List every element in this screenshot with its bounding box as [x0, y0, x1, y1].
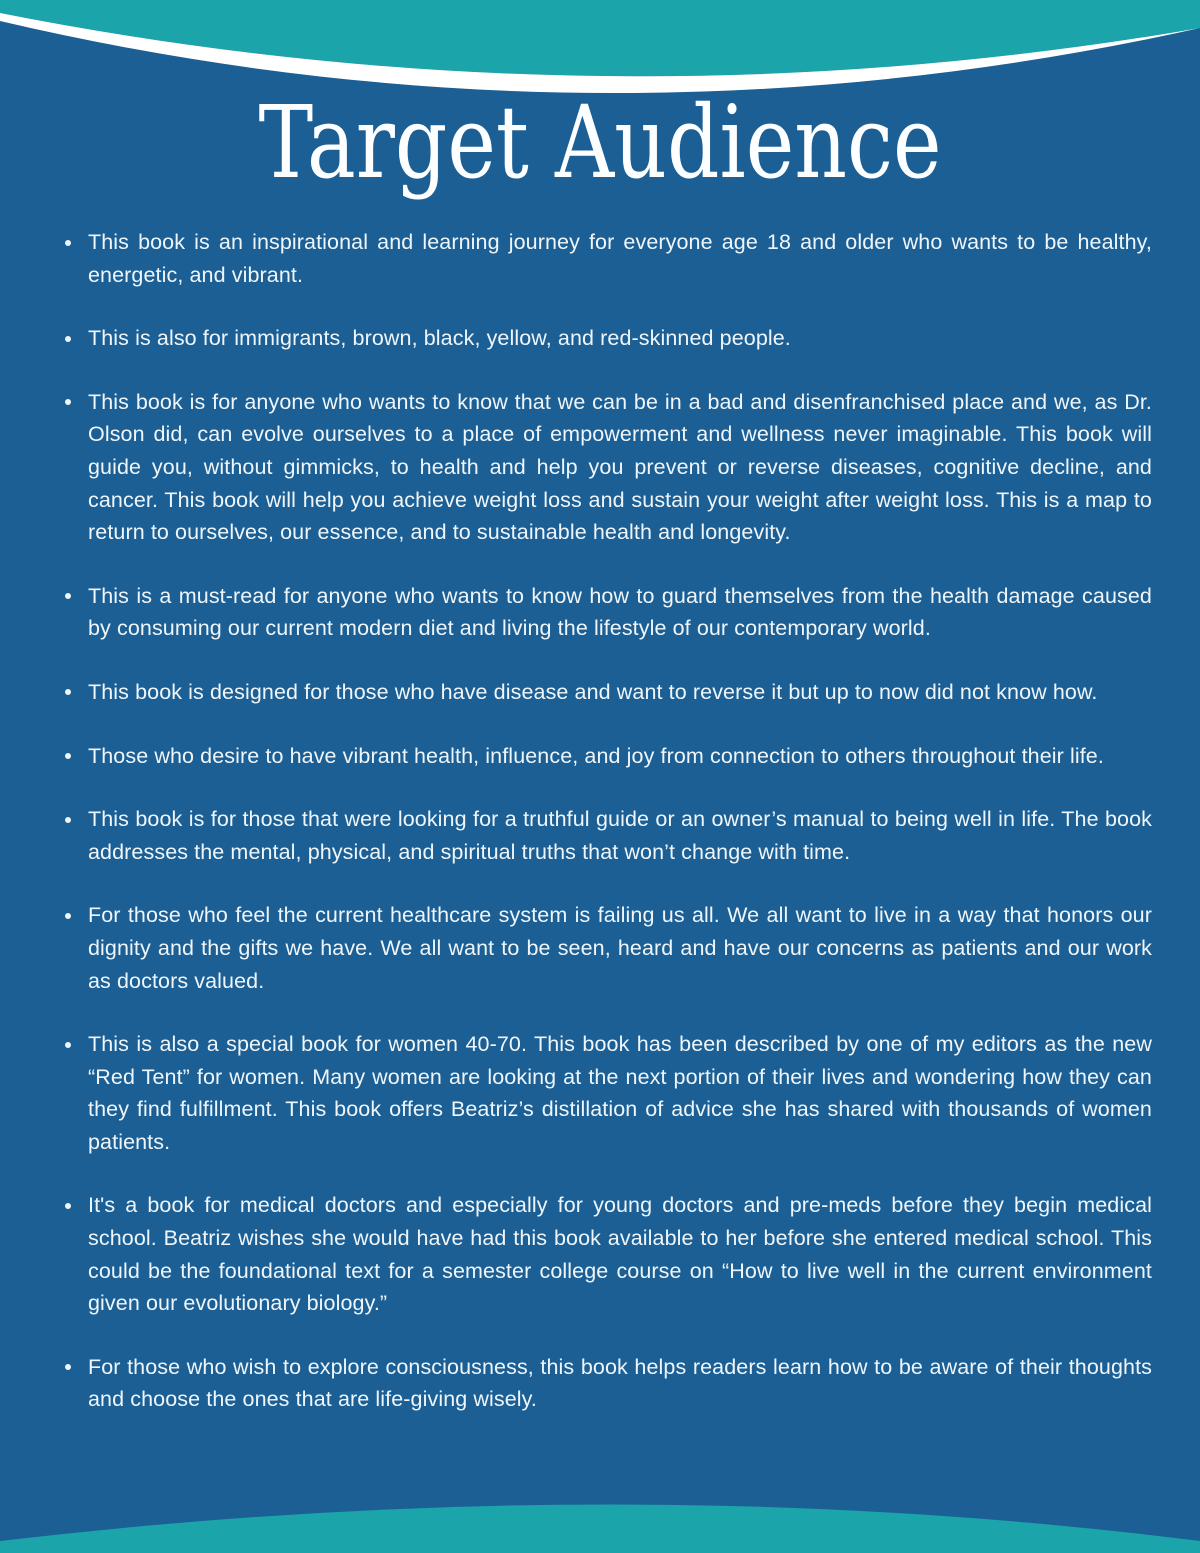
list-item — [88, 386, 1152, 549]
bullet-text: This book is for anyone who wants to know that we can be in a bad and disenfranchised place and we, as Dr. Olson did, can evolve ourselves to a place of empowerment and wellness never imaginable. This book will guide you, without gimmicks, to health and help you prevent or reverse diseases, cognitive decline, and cancer. This book will help you achieve weight loss and sustain your weight after weight loss. This is a map to return to ourselves, our essence, and to sustainable health and longevity. — [88, 389, 1152, 545]
list-item — [88, 580, 1152, 645]
bullet-dot — [65, 753, 71, 759]
bullet-text: This is also for immigrants, brown, black, yellow, and red-skinned people. — [88, 326, 791, 351]
list-item — [88, 1189, 1152, 1319]
list-item — [88, 899, 1152, 997]
bullet-dot — [65, 1364, 71, 1370]
bullet-text: This book is an inspirational and learning journey for everyone age 18 and older who wants to be healthy, energetic, and vibrant. — [88, 230, 1152, 287]
bullet-text: For those who wish to explore consciousness, this book helps readers learn how to be aware of their thoughts and choose the ones that are life-giving wisely. — [88, 1354, 1152, 1412]
bullet-dot — [65, 336, 71, 342]
bullet-text: This is a must-read for anyone who wants to know how to guard themselves from the health damage caused by consuming our current modern diet and living the lifestyle of our contemporary world. — [88, 583, 1152, 641]
list-item — [88, 322, 1152, 355]
bullet-text: It's a book for medical doctors and especially for young doctors and pre-meds before they begin medical school. Beatriz wishes she would have had this book available to her before she entered medical school. This could be the foundational text for a semester college course on “How to live well in the current environment given our evolutionary biology.” — [88, 1193, 1152, 1316]
list-item — [88, 803, 1152, 868]
bullet-dot — [65, 1203, 71, 1209]
bullet-text: This book is designed for those who have disease and want to reverse it but up to now did not know how. — [88, 679, 1098, 704]
page-title: Target Audience — [258, 84, 942, 201]
audience-list — [88, 226, 1152, 1447]
bullet-text: Those who desire to have vibrant health, influence, and joy from connection to others throughout their life. — [88, 743, 1104, 768]
bullet-dot — [65, 399, 71, 405]
bullet-dot — [65, 689, 71, 695]
bullet-text: This book is for those that were looking for a truthful guide or an owner’s manual to being well in life. The book addresses the mental, physical, and spiritual truths that won’t change with time. — [88, 807, 1152, 864]
bullet-text: This is also a special book for women 40-70. This book has been described by one of my editors as the new “Red Tent” for women. Many women are looking at the next portion of their lives and wondering how they can they find fulfillment. This book offers Beatriz’s distillation of advice she has shared with thousands of women patients. — [88, 1032, 1152, 1154]
list-item — [88, 676, 1152, 709]
list-item — [88, 1351, 1152, 1416]
footer-wave-graphic — [0, 1493, 1200, 1553]
footer-teal-arc-shape — [0, 1505, 1200, 1553]
bullet-dot — [65, 240, 71, 246]
bullet-dot — [65, 817, 71, 823]
bullet-dot — [65, 1042, 71, 1048]
list-item — [88, 1028, 1152, 1158]
bullet-dot — [65, 593, 71, 599]
bullet-text: For those who feel the current healthcare system is failing us all. We all want to live in a way that honors our dignity and the gifts we have. We all want to be seen, heard and have our concerns as patients and our work as doctors valued. — [88, 903, 1152, 993]
list-item — [88, 740, 1152, 773]
list-item — [88, 226, 1152, 291]
header-teal-band-shape — [0, 0, 1200, 76]
bullet-dot — [65, 913, 71, 919]
